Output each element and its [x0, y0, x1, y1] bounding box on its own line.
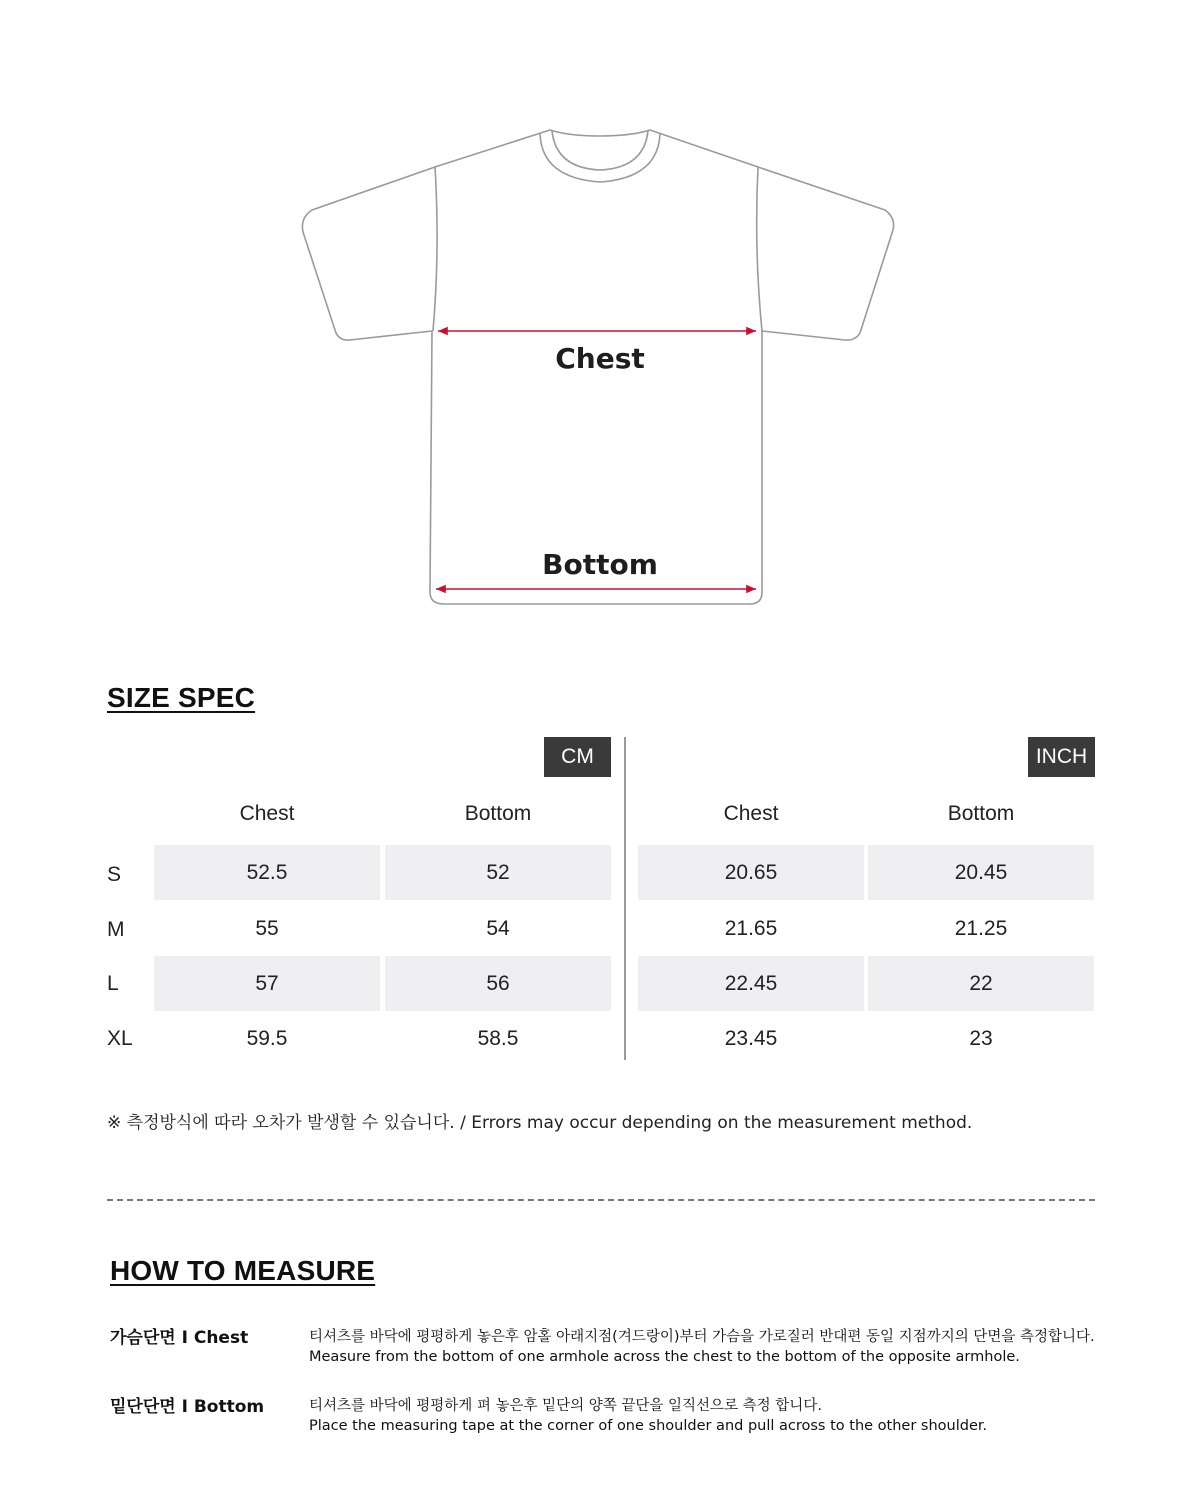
cell-l-inch-chest: 22.45 — [638, 956, 864, 1011]
cell-l-cm-bottom: 56 — [385, 956, 611, 1011]
cell-xl-cm-chest: 59.5 — [246, 1026, 288, 1050]
cell-xl-inch-chest: 23.45 — [724, 1026, 778, 1050]
cell-xl-inch-bottom: 23 — [969, 1026, 993, 1050]
measure-label-bottom: 밑단단면 I Bottom — [110, 1397, 265, 1417]
col-header-cm-chest: Chest — [239, 802, 295, 825]
cell-s-inch-chest: 20.65 — [638, 845, 864, 900]
size-label-m: M — [107, 918, 125, 941]
size-label-xl: XL — [107, 1027, 133, 1050]
col-header-inch-chest: Chest — [723, 802, 779, 825]
col-header-cm-bottom: Bottom — [464, 802, 532, 825]
unit-badge-cm: CM — [544, 737, 611, 777]
section-divider — [107, 1199, 1095, 1201]
measure-desc-chest-ko: 티셔츠를 바닥에 평평하게 놓은후 암홀 아래지점(겨드랑이)부터 가슴을 가로질러 반대편 동일 지점까지의 단면을 측정합니다. — [309, 1329, 1095, 1345]
cell-m-cm-bottom: 54 — [486, 916, 510, 940]
cell-m-inch-chest: 21.65 — [724, 916, 778, 940]
measure-desc-bottom-ko: 티셔츠를 바닥에 평평하게 펴 놓은후 밑단의 양쪽 끝단을 일직선으로 측정 합니다. — [309, 1398, 822, 1414]
col-header-inch-bottom: Bottom — [947, 802, 1015, 825]
cell-l-cm-chest: 57 — [154, 956, 380, 1011]
tshirt-diagram — [0, 0, 1200, 640]
measure-label-chest: 가슴단면 I Chest — [110, 1328, 249, 1348]
size-spec-title: SIZE SPEC — [107, 682, 256, 713]
measure-desc-bottom-en: Place the measuring tape at the corner of one shoulder and pull across to the other shoulder. — [309, 1418, 988, 1434]
cell-l-inch-bottom: 22 — [868, 956, 1094, 1011]
unit-divider — [624, 737, 626, 1060]
size-label-s: S — [107, 863, 122, 886]
unit-badge-inch: INCH — [1028, 737, 1095, 777]
cell-s-inch-bottom: 20.45 — [868, 845, 1094, 900]
cell-s-cm-bottom: 52 — [385, 845, 611, 900]
cell-m-inch-bottom: 21.25 — [954, 916, 1008, 940]
bottom-label: Bottom — [542, 548, 658, 581]
measurement-note: ※ 측정방식에 따라 오차가 발생할 수 있습니다. / Errors may occur depending on the measurement method. — [107, 1113, 973, 1133]
cell-xl-cm-bottom: 58.5 — [477, 1026, 519, 1050]
size-label-l: L — [107, 972, 119, 995]
cell-s-cm-chest: 52.5 — [154, 845, 380, 900]
cell-m-cm-chest: 55 — [255, 916, 279, 940]
how-to-measure-title: HOW TO MEASURE — [110, 1255, 376, 1286]
chest-label: Chest — [555, 342, 645, 375]
measure-desc-chest-en: Measure from the bottom of one armhole across the chest to the bottom of the opposite armhole. — [309, 1349, 1020, 1365]
